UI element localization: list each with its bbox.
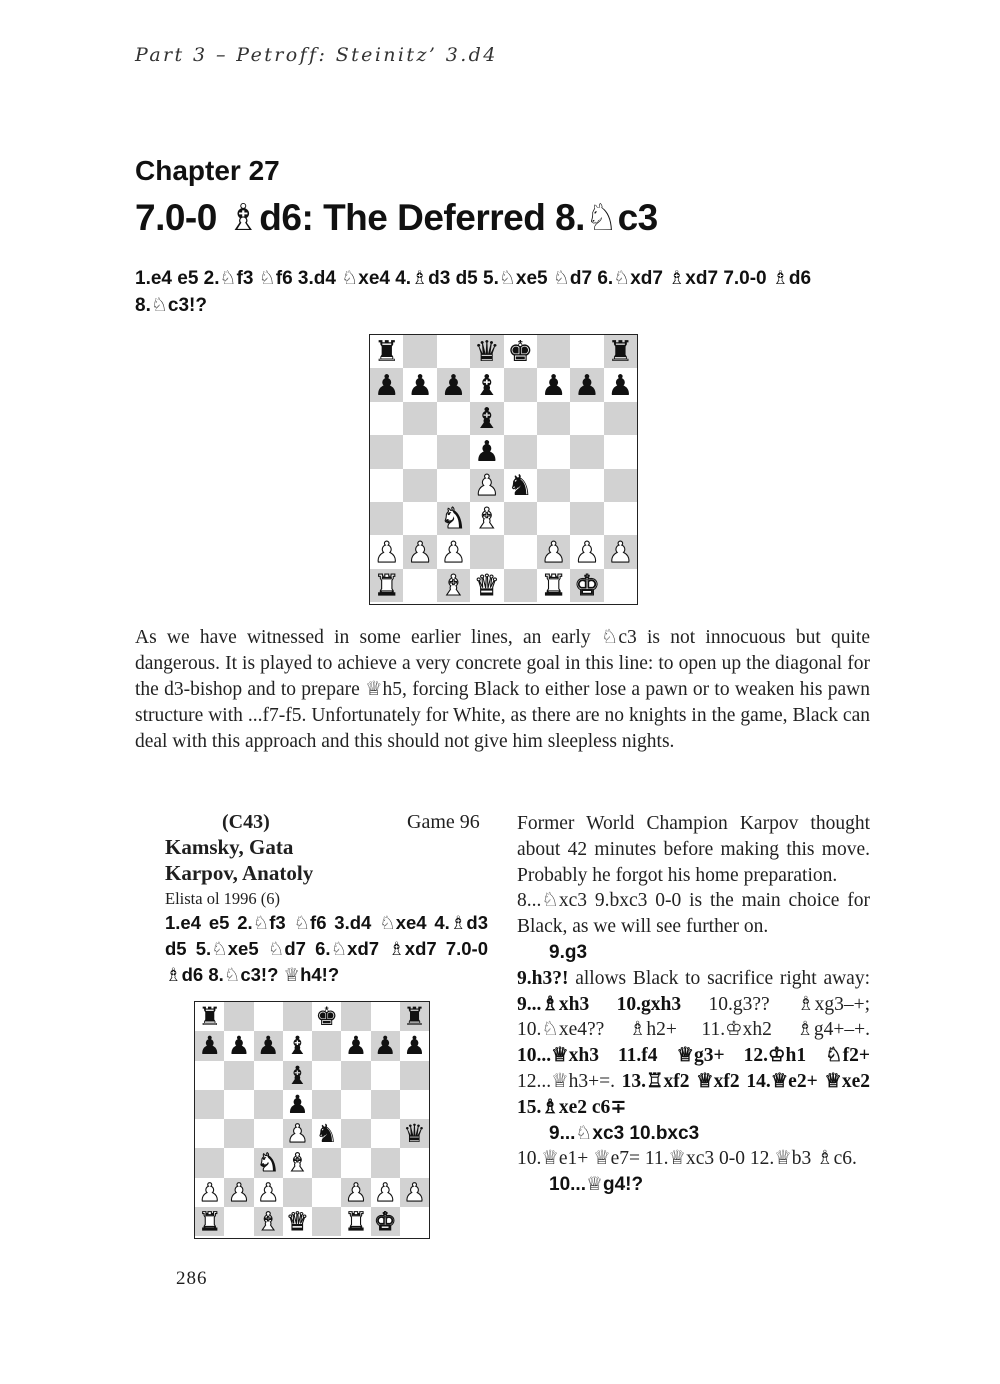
board-square [537, 435, 570, 468]
black-pawn-icon: ♟ [373, 1031, 397, 1061]
running-head: Part 3 – Petroff: Steinitz’ 3.d4 [135, 44, 498, 66]
board-square [283, 1178, 312, 1207]
comment-text: 10.g3?? ♗xg3–+; 10.♘xe4?? ♗h2+ 11.♔xh2 ♗g4+–+. [517, 993, 870, 1041]
white-rook-icon: ♜ [540, 567, 567, 602]
black-pawn-icon: ♟ [407, 367, 433, 402]
white-bishop-icon: ♝ [440, 567, 467, 602]
board-square [604, 469, 637, 502]
board-square [570, 469, 603, 502]
board-square [254, 1090, 283, 1119]
board-square [437, 335, 470, 368]
chapter-label: Chapter 27 [135, 155, 280, 186]
black-bishop-icon: ♝ [473, 367, 500, 402]
black-pawn-icon: ♟ [540, 367, 567, 402]
chess-diagram-main [369, 334, 638, 605]
white-pawn-icon: ♟ [373, 1177, 397, 1207]
game-number: Game 96 [407, 811, 480, 833]
board-square [341, 1119, 370, 1148]
black-player: Karpov, Anatoly [165, 861, 314, 885]
white-pawn-icon: ♟ [574, 534, 600, 569]
board-square [537, 469, 570, 502]
black-bishop-icon: ♝ [286, 1031, 309, 1061]
black-queen-icon: ♛ [473, 334, 500, 369]
board-square [537, 402, 570, 435]
board-square [403, 502, 436, 535]
board-square [370, 402, 403, 435]
white-pawn-icon: ♟ [373, 534, 400, 569]
game-moves: 1.e4 e5 2.♘f3 ♘f6 3.d4 ♘xe4 4.♗d3 d5 5.♘xe5 ♘d7 6.♘xd7 ♗xd7 7.0-0 ♗d6 8.♘c3!? ♕h4!? [165, 912, 488, 985]
white-pawn-icon: ♟ [407, 534, 433, 569]
board-square [224, 1119, 253, 1148]
commentary-paragraph: 8...♘xc3 9.bxc3 0-0 is the main choice for Black, as we will see further on. [517, 890, 870, 938]
board-square [312, 1061, 341, 1090]
board-square [312, 1090, 341, 1119]
board-square [312, 1148, 341, 1177]
board-square [403, 335, 436, 368]
commentary-column [517, 811, 870, 1198]
black-pawn-icon: ♟ [403, 1031, 426, 1061]
black-king-icon: ♚ [315, 1002, 338, 1032]
board-square [312, 1031, 341, 1060]
black-knight-icon: ♞ [315, 1119, 338, 1149]
page-number: 286 [176, 1268, 208, 1289]
main-line-moves: 1.e4 e5 2.♘f3 ♘f6 3.d4 ♘xe4 4.♗d3 d5 5.♘xe5 ♘d7 6.♘xd7 ♗xd7 7.0-0 ♗d6 8.♘c3!? [135, 268, 812, 316]
board-square [224, 1207, 253, 1236]
board-square [570, 435, 603, 468]
black-pawn-icon: ♟ [286, 1089, 309, 1119]
board-square [537, 502, 570, 535]
board-square [341, 1002, 370, 1031]
white-pawn-icon: ♟ [540, 534, 567, 569]
board-square [195, 1119, 224, 1148]
board-square [341, 1090, 370, 1119]
move-line: 10...♕g4!? [549, 1174, 644, 1196]
white-pawn-icon: ♟ [473, 467, 500, 502]
board-square [403, 569, 436, 602]
black-pawn-icon: ♟ [198, 1031, 221, 1061]
board-square [403, 435, 436, 468]
move-line: 9.g3 [549, 941, 588, 963]
board-square [437, 469, 470, 502]
comment-text: 12...♕h3+=. [517, 1070, 622, 1092]
move-text: 9...♗xh3 10.gxh3 [517, 993, 682, 1015]
chess-diagram-game [194, 1001, 430, 1239]
board-square [195, 1148, 224, 1177]
black-pawn-icon: ♟ [473, 434, 500, 469]
board-square [400, 1207, 429, 1236]
white-rook-icon: ♜ [373, 567, 400, 602]
board-square [341, 1148, 370, 1177]
board-square [604, 502, 637, 535]
board-square [283, 1002, 312, 1031]
white-king-icon: ♚ [574, 567, 600, 602]
board-square [470, 535, 503, 568]
black-bishop-icon: ♝ [286, 1060, 309, 1090]
white-rook-icon: ♜ [344, 1206, 368, 1236]
board-square [254, 1119, 283, 1148]
black-pawn-icon: ♟ [344, 1031, 368, 1061]
white-pawn-icon: ♟ [403, 1177, 426, 1207]
intro-paragraph: As we have witnessed in some earlier lines, an early ♘c3 is not innocuous but quite dangerous. It is played to achieve a very concrete goal in this line: to open up the diagonal for the d3-bishop and to prepare ♕h5, forcing Black to either lose a pawn or to weaken his pawn structure with ...f7-f5. Unfortunately for White, as there are no knights in the game, Black can deal with this approach and this should not give him sleepless nights. [135, 627, 870, 752]
white-rook-icon: ♜ [198, 1206, 221, 1236]
board-square [254, 1061, 283, 1090]
move-text: 10...♕xh3 11.f4 ♕g3+ 12.♔h1 ♘f2+ [517, 1045, 870, 1067]
board-square [570, 502, 603, 535]
board-square [604, 402, 637, 435]
move-text: 9.h3?! [517, 967, 569, 989]
board-square [371, 1148, 400, 1177]
white-bishop-icon: ♝ [286, 1148, 309, 1178]
chapter-title: 7.0-0 ♗d6: The Deferred 8.♘c3 [135, 197, 658, 238]
black-rook-icon: ♜ [607, 334, 634, 369]
white-queen-icon: ♛ [286, 1206, 309, 1236]
board-square [504, 435, 537, 468]
black-pawn-icon: ♟ [373, 367, 400, 402]
board-square [312, 1178, 341, 1207]
board-square [604, 569, 637, 602]
board-square [195, 1090, 224, 1119]
white-knight-icon: ♞ [440, 501, 467, 536]
white-pawn-icon: ♟ [256, 1177, 280, 1207]
white-pawn-icon: ♟ [286, 1119, 309, 1149]
board-square [570, 402, 603, 435]
white-pawn-icon: ♟ [607, 534, 634, 569]
eco-code: (C43) [222, 811, 270, 833]
board-square [195, 1061, 224, 1090]
white-pawn-icon: ♟ [227, 1177, 251, 1207]
board-square [370, 435, 403, 468]
comment-text: allows Black to sacrifice right away: [568, 967, 870, 989]
board-square [504, 535, 537, 568]
move-text: 13.♖xf2 ♕xf2 14.♕e2+ ♕xe2 15.♗xe2 c6∓ [517, 1070, 870, 1118]
white-knight-icon: ♞ [256, 1148, 280, 1178]
board-square [254, 1002, 283, 1031]
board-square [371, 1119, 400, 1148]
white-pawn-icon: ♟ [198, 1177, 221, 1207]
board-square [437, 402, 470, 435]
board-square [224, 1090, 253, 1119]
black-pawn-icon: ♟ [574, 367, 600, 402]
white-king-icon: ♚ [373, 1206, 397, 1236]
commentary-paragraph: 10.♕e1+ ♕e7= 11.♕xc3 0-0 12.♕b3 ♗c6. [517, 1148, 857, 1170]
board-square [370, 469, 403, 502]
white-pawn-icon: ♟ [344, 1177, 368, 1207]
white-queen-icon: ♛ [473, 567, 500, 602]
black-rook-icon: ♜ [403, 1002, 426, 1032]
commentary-paragraph [517, 966, 870, 1121]
board-square [371, 1061, 400, 1090]
white-bishop-icon: ♝ [256, 1206, 280, 1236]
board-square [400, 1061, 429, 1090]
board-square [371, 1002, 400, 1031]
board-square [370, 502, 403, 535]
board-square [504, 569, 537, 602]
game-event: Elista ol 1996 (6) [165, 889, 281, 908]
black-knight-icon: ♞ [507, 467, 534, 502]
black-pawn-icon: ♟ [256, 1031, 280, 1061]
board-square [400, 1148, 429, 1177]
board-square [504, 368, 537, 401]
board-square [570, 335, 603, 368]
black-king-icon: ♚ [507, 334, 534, 369]
black-pawn-icon: ♟ [227, 1031, 251, 1061]
board-square [341, 1061, 370, 1090]
board-square [537, 335, 570, 368]
white-player: Kamsky, Gata [165, 835, 294, 859]
board-square [371, 1090, 400, 1119]
board-square [224, 1061, 253, 1090]
board-square [224, 1148, 253, 1177]
board-square [403, 402, 436, 435]
black-bishop-icon: ♝ [473, 401, 500, 436]
board-square [504, 402, 537, 435]
board-square [504, 502, 537, 535]
commentary-paragraph: Former World Champion Karpov thought about 42 minutes before making this move. Probably he forgot his home preparation. [517, 813, 870, 886]
black-queen-icon: ♛ [403, 1119, 426, 1149]
board-square [224, 1002, 253, 1031]
move-line: 9...♘xc3 10.bxc3 [549, 1122, 700, 1144]
board-square [437, 435, 470, 468]
white-bishop-icon: ♝ [473, 501, 500, 536]
board-square [312, 1207, 341, 1236]
board-square [400, 1090, 429, 1119]
black-pawn-icon: ♟ [607, 367, 634, 402]
black-rook-icon: ♜ [373, 334, 400, 369]
board-square [604, 435, 637, 468]
white-pawn-icon: ♟ [440, 534, 467, 569]
black-pawn-icon: ♟ [440, 367, 467, 402]
black-rook-icon: ♜ [198, 1002, 221, 1032]
board-square [403, 469, 436, 502]
